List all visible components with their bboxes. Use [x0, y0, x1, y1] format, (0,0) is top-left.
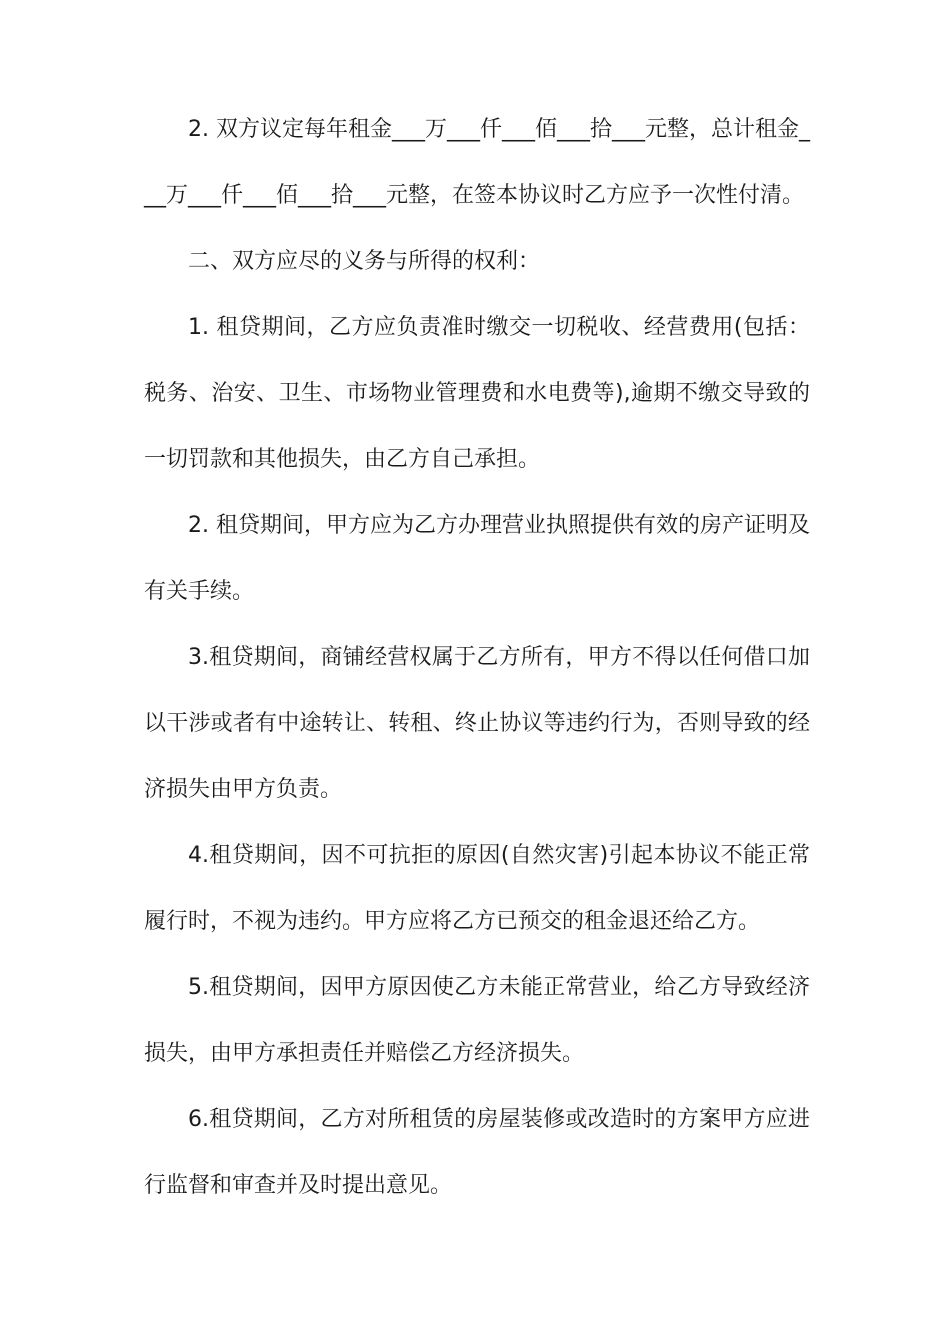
paragraph-clause-2-license: 2. 租贷期间，甲方应为乙方办理营业执照提供有效的房产证明及有关手续。	[144, 513, 810, 604]
paragraph-rent-amount: 2. 双方议定每年租金___万___仟___佰___拾___元整，总计租金___万___仟___佰___拾___元整，在签本协议时乙方应予一次性付清。	[144, 117, 810, 208]
paragraph-clause-1-taxes-fees: 1. 租贷期间，乙方应负责准时缴交一切税收、经营费用(包括：税务、治安、卫生、市场物业管理费和水电费等),逾期不缴交导致的一切罚款和其他损失，由乙方自己承担。	[144, 315, 810, 472]
paragraph-clause-6-renovation: 6.租贷期间，乙方对所租赁的房屋装修或改造时的方案甲方应进行监督和审查并及时提出意见。	[144, 1107, 810, 1198]
paragraph-clause-4-force-majeure: 4.租贷期间，因不可抗拒的原因(自然灾害)引起本协议不能正常履行时，不视为违约。甲方应将乙方已预交的租金退还给乙方。	[144, 843, 810, 934]
paragraph-clause-5-compensation: 5.租贷期间，因甲方原因使乙方未能正常营业，给乙方导致经济损失，由甲方承担责任并赔偿乙方经济损失。	[144, 975, 810, 1066]
section-heading-obligations-rights: 二、双方应尽的义务与所得的权利：	[188, 249, 541, 274]
paragraph-clause-3-operating-rights: 3.租贷期间，商铺经营权属于乙方所有，甲方不得以任何借口加以干涉或者有中途转让、转租、终止协议等违约行为，否则导致的经济损失由甲方负责。	[144, 645, 810, 802]
